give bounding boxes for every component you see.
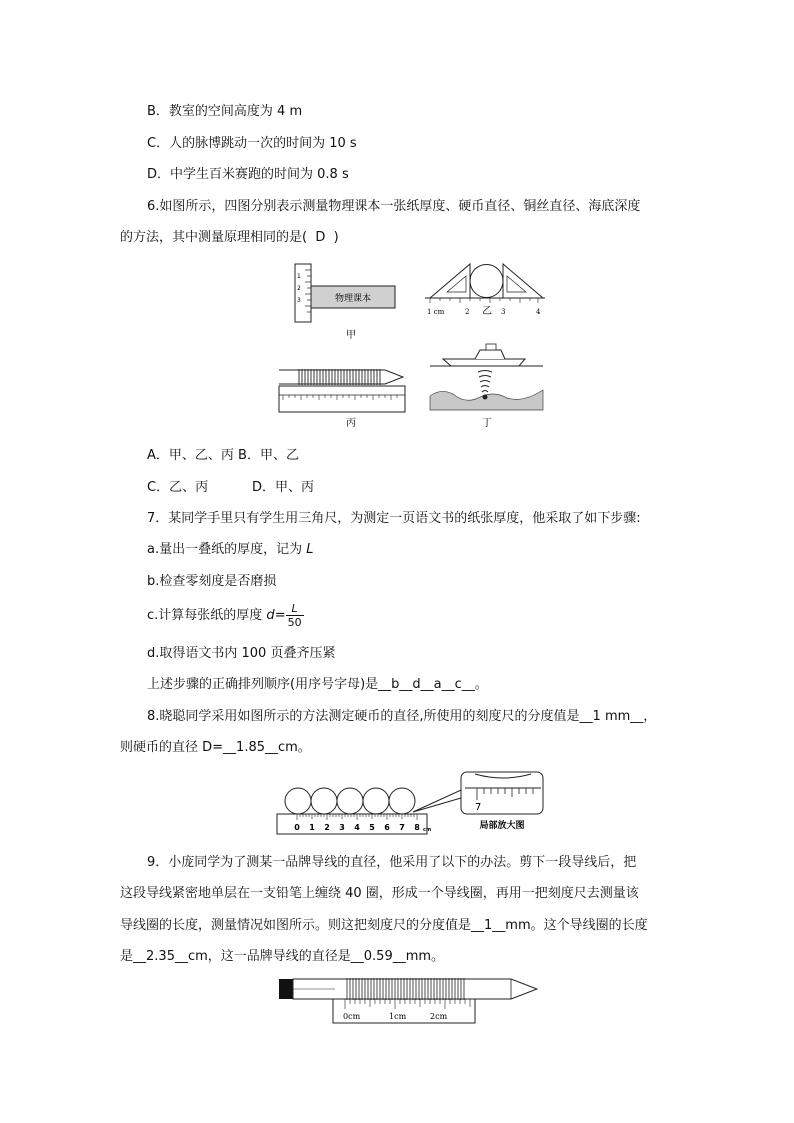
q6-stem-line1: 6.如图所示，四图分别表示测量物理课本一张纸厚度、硬币直径、铜丝直径、海底深度	[147, 199, 641, 214]
caption-bing: 丙	[346, 418, 356, 429]
figure-jia-ruler-book	[295, 264, 395, 322]
coin-ruler-tick-1: 1	[309, 823, 315, 832]
q8-stem-line1: 8.晓聪同学采用如图所示的方法测定硬币的直径,所使用的刻度尺的分度值是__1 mm__，	[147, 709, 657, 724]
q7-fraction: $\frac{L}{50}$	[287, 602, 302, 629]
coin-ruler-unit: cm	[423, 827, 432, 833]
q7-step-b: b.检查零刻度是否磨损	[147, 574, 277, 589]
svg-text:1: 1	[297, 273, 301, 280]
q7-answer: __b__d__a__c__	[378, 677, 475, 692]
coin-ruler-tick-3: 3	[339, 823, 345, 832]
q8-answer-1: __1 mm__	[579, 709, 644, 724]
q6-option-c: C．乙、丙	[147, 480, 209, 495]
q8-answer-2: __1.85__	[223, 740, 278, 755]
q9-line2: 这段导线紧密地单层在一支铅笔上缠绕 40 圈，形成一个导线圈，再用一把刻度尺去测量该	[120, 886, 639, 901]
caption-jia: 甲	[346, 330, 356, 341]
yi-tick-2: 2	[465, 308, 470, 316]
yi-tick-3: 3	[501, 308, 506, 316]
coin-ruler-tick-2: 2	[324, 823, 330, 832]
q6-figure	[275, 258, 545, 430]
coil-ruler-tick-0: 0cm	[343, 1012, 361, 1021]
svg-text:2: 2	[297, 285, 301, 292]
q9-figure	[275, 975, 545, 1027]
coins-on-ruler	[277, 788, 431, 834]
svg-text:3: 3	[297, 297, 301, 304]
q9-answer-2: __2.35__	[133, 949, 188, 964]
yi-tick-4: 4	[536, 308, 541, 316]
figure-bing-wire-pencil	[279, 369, 405, 412]
caption-yi: 乙	[482, 306, 492, 317]
coin-ruler-tick-8: 8	[414, 823, 420, 832]
q8-stem-line2: 则硬币的直径 D=__1.85__cm。	[120, 740, 311, 755]
zoom-tick-label: 7	[475, 802, 482, 813]
q7-step-c: c.计算每张纸的厚度 d= $\frac{L}{50}$	[147, 602, 302, 629]
figure-ding-boat-sonar	[430, 344, 543, 410]
coil-ruler-tick-2: 2cm	[430, 1012, 448, 1021]
q9-answer-1: __1__	[471, 918, 506, 933]
q9-line1: 9．小庞同学为了测某一品牌导线的直径，他采用了以下的办法。剪下一段导线后，把	[147, 855, 637, 870]
coil-ruler-tick-1: 1cm	[389, 1012, 407, 1021]
q5-option-c: C．人的脉博跳动一次的时间为 10 s	[147, 136, 357, 151]
q8-figure	[275, 768, 550, 838]
q7-order: 上述步骤的正确排列顺序(用序号字母)是__b__d__a__c__。	[147, 677, 488, 692]
zoom-callout	[413, 772, 543, 831]
coin-ruler-tick-4: 4	[354, 823, 360, 832]
coil-ruler	[333, 999, 475, 1023]
q5-option-b: B．教室的空间高度为 4 m	[147, 104, 303, 119]
yi-tick-1: 1 cm	[427, 308, 445, 316]
q6-stem-line2: 的方法，其中测量原理相同的是( D )	[120, 230, 339, 245]
coin-ruler-tick-0: 0	[294, 823, 300, 832]
coin-ruler-tick-7: 7	[399, 823, 405, 832]
pencil-with-coil	[279, 978, 537, 1000]
q6-options-ab: A．甲、乙、丙 B．甲、乙	[147, 448, 299, 463]
q9-line3: 导线圈的长度，测量情况如图所示。则这把刻度尺的分度值是__1__mm。这个导线圈的长度	[120, 918, 648, 933]
coin-ruler-tick-5: 5	[369, 823, 375, 832]
q7-step-a: a.量出一叠纸的厚度，记为 L	[147, 542, 314, 557]
caption-ding: 丁	[482, 418, 492, 429]
book-label: 物理课本	[334, 294, 372, 304]
q6-answer: D	[315, 230, 326, 245]
q9-line4: 是__2.35__cm，这一品牌导线的直径是__0.59__mm。	[120, 949, 445, 964]
zoom-caption: 局部放大图	[479, 821, 525, 831]
q5-option-d: D．中学生百米赛跑的时间为 0.8 s	[147, 167, 349, 182]
coin-ruler-tick-6: 6	[384, 823, 390, 832]
q6-option-d: D．甲、丙	[252, 480, 315, 495]
q7-stem: 7．某同学手里只有学生用三角尺，为测定一页语文书的纸张厚度，他采取了如下步骤:	[147, 511, 641, 526]
q9-answer-3: __0.59__	[350, 949, 406, 964]
q7-step-d: d.取得语文书内 100 页叠齐压紧	[147, 646, 336, 661]
